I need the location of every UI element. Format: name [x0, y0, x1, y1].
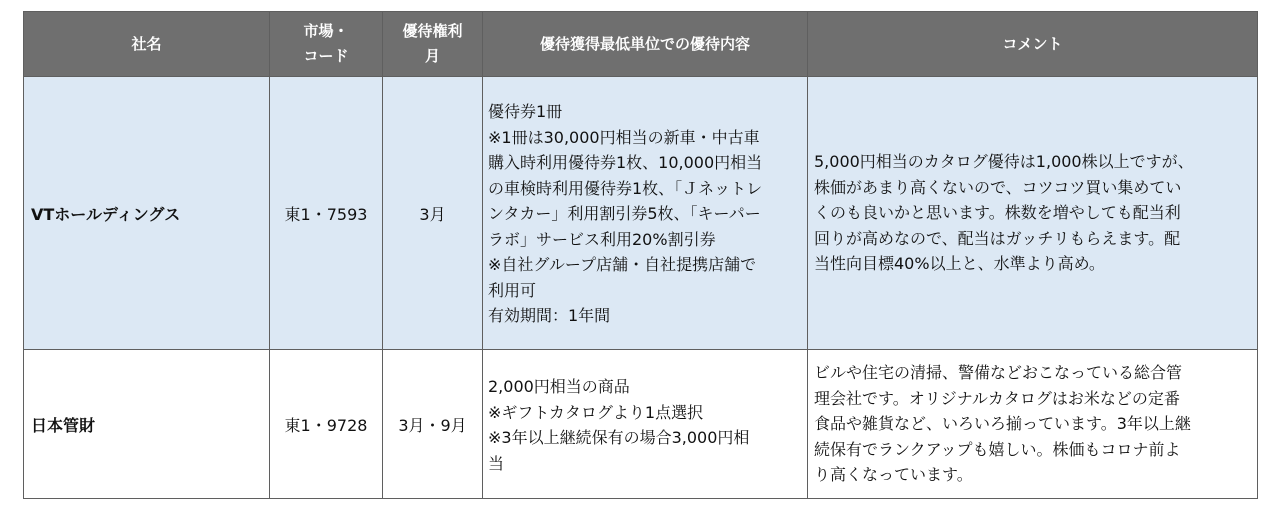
comment-line: り高くなっています。	[814, 465, 973, 485]
perk-content-line: 優待券1冊	[488, 102, 563, 122]
header-comment-label: コメント	[1002, 34, 1063, 53]
comment-line: 回りが高めなので、配当はガッチリもらえます。配	[814, 228, 1181, 248]
perk-content-line: ※3年以上継続保有の場合3,000円相	[488, 428, 750, 447]
comment-line: くのも良いかと思います。株数を増やしても配当利	[814, 203, 1181, 223]
table-row	[24, 350, 1258, 499]
comment-line: 株価があまり高くないので、コツコツ買い集めてい	[814, 177, 1182, 197]
header-month-line2: 月	[424, 47, 440, 65]
shareholder-perks-table	[23, 11, 1258, 499]
comment-line: 続保有でランクアップも嬉しい。株価もコロナ前よ	[814, 439, 1181, 459]
comment-line: 5,000円相当のカタログ優待は1,000株以上ですが、	[814, 152, 1194, 172]
perk-content-line: ラボ」サービス利用20%割引券	[488, 229, 716, 249]
header-company	[24, 12, 270, 77]
header-row	[24, 12, 1258, 77]
record-month: 3月	[383, 77, 483, 350]
perk-content	[483, 350, 808, 499]
perk-content-line: 2,000円相当の商品	[488, 377, 630, 396]
header-perk-content	[483, 12, 808, 77]
header-company-label: 社名	[131, 34, 162, 53]
perk-content-line: 有効期間：1年間	[488, 306, 611, 326]
header-market-code	[270, 12, 383, 77]
comment	[808, 350, 1258, 499]
header-market-line1: 市場・	[303, 22, 349, 40]
perk-content-line: 購入時利用優待券1枚、10,000円相当	[488, 153, 763, 173]
company-name: 日本管財	[24, 350, 270, 499]
company-name: VTホールディングス	[24, 77, 270, 350]
comment-line: 当性向目標40%以上と、水準より高め。	[814, 254, 1105, 274]
perk-content-line: ※1冊は30,000円相当の新車・中古車	[488, 127, 760, 147]
header-record-month	[383, 12, 483, 77]
comment-line: ビルや住宅の清掃、警備などおこなっている総合管	[814, 363, 1183, 383]
perk-content-line: 当	[488, 453, 505, 473]
market-code: 東1・7593	[270, 77, 383, 350]
perk-content-line: の車検時利用優待券1枚、「Ｊネットレ	[488, 178, 763, 198]
comment	[808, 77, 1258, 350]
header-month-line1: 優待権利	[402, 22, 463, 40]
perk-content	[483, 77, 808, 350]
header-content-label: 優待獲得最低単位での優待内容	[539, 34, 750, 53]
comment-line: 食品や雑貨など、いろいろ揃っています。3年以上継	[814, 414, 1191, 434]
perk-content-line: ンタカー」利用割引券5枚、「キーパー	[488, 204, 761, 224]
perk-content-line: ※自社グループ店舗・自社提携店舗で	[488, 255, 757, 275]
record-month: 3月・9月	[383, 350, 483, 499]
table-row	[24, 77, 1258, 350]
perk-content-line: 利用可	[488, 280, 537, 300]
header-comment	[808, 12, 1258, 77]
market-code: 東1・9728	[270, 350, 383, 499]
comment-line: 理会社です。オリジナルカタログはお米などの定番	[814, 388, 1180, 408]
header-market-line2: コード	[303, 47, 349, 65]
perk-content-line: ※ギフトカタログより1点選択	[488, 402, 704, 422]
